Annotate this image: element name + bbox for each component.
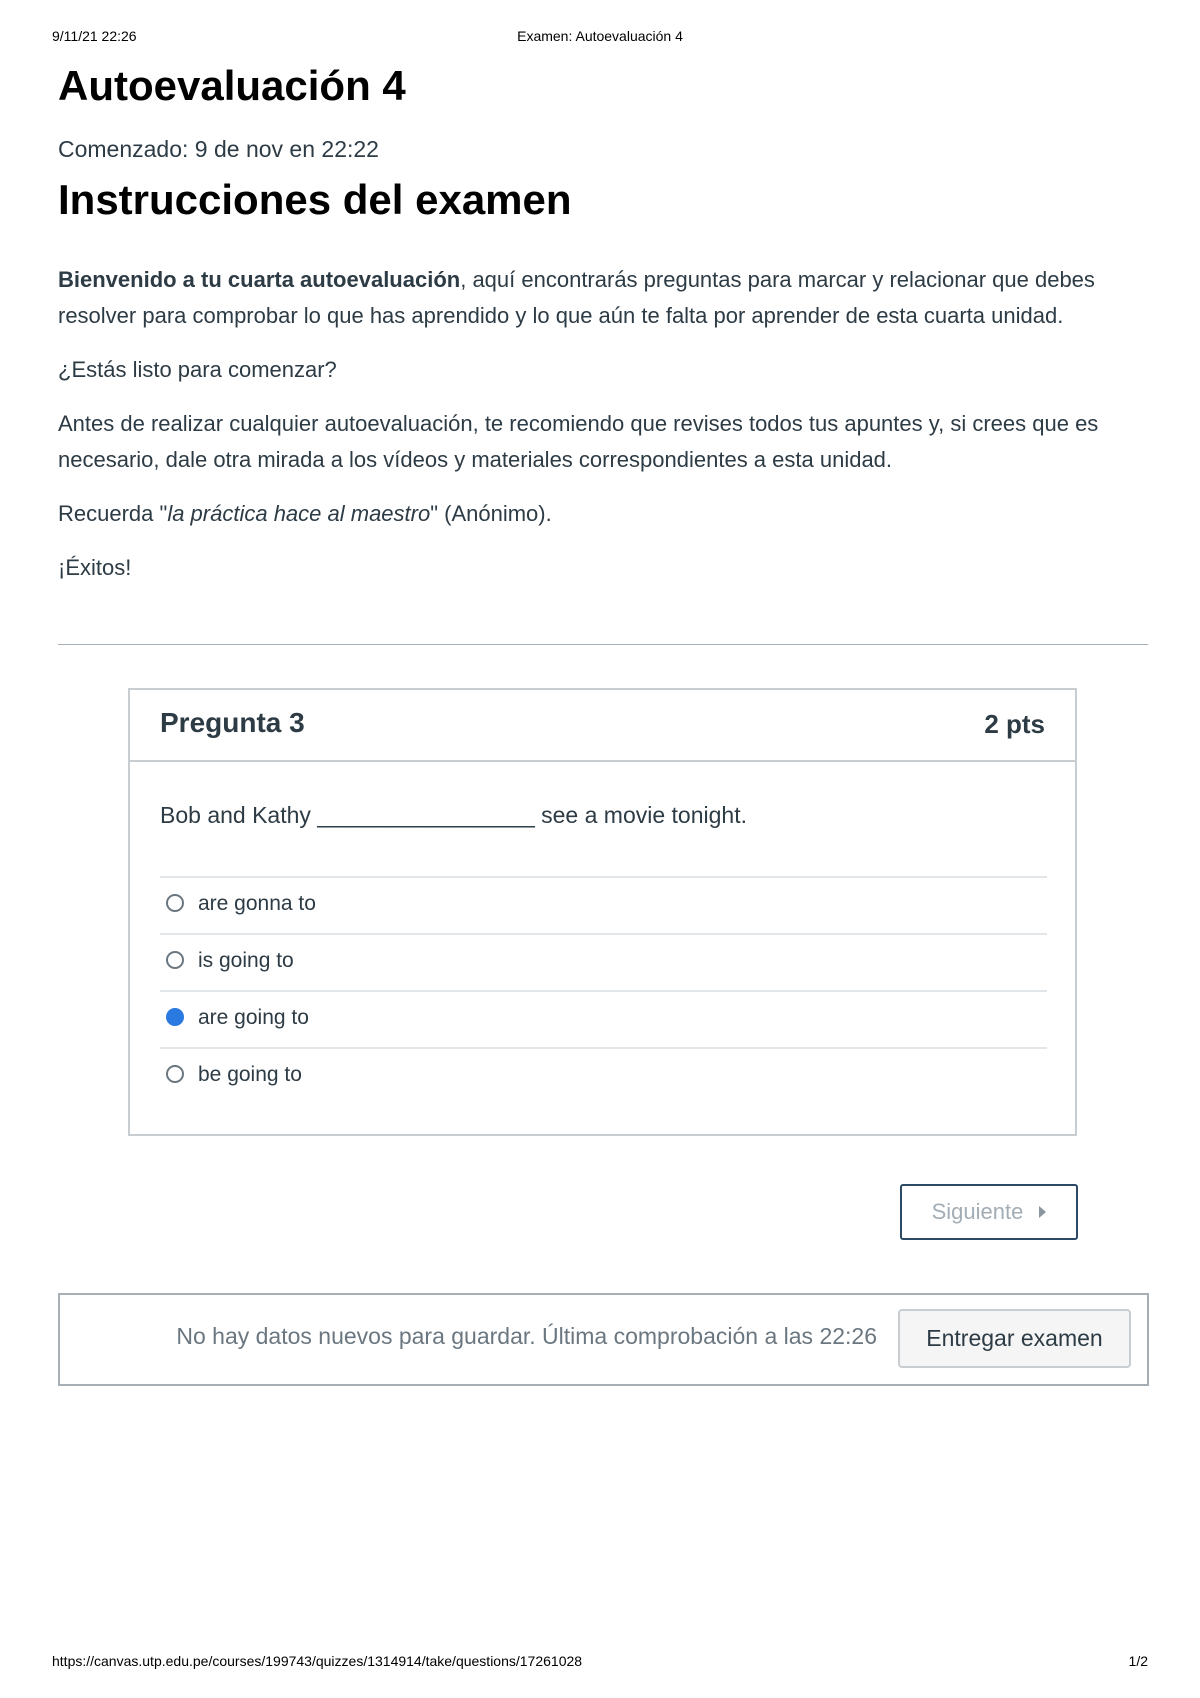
answer-option[interactable]: [160, 992, 1047, 1049]
caret-right-icon: [1039, 1206, 1046, 1218]
instructions-paragraph: Antes de realizar cualquier autoevaluación, te recomiendo que revises todos tus apuntes y, si crees que es necesario, dale otra mirada a los vídeos y materiales correspondientes a esta unidad.: [58, 411, 1099, 472]
answer-label: are going to: [198, 1006, 309, 1029]
print-date: 9/11/21 22:26: [52, 28, 137, 44]
submit-bar: [58, 1293, 1149, 1386]
answer-list: [160, 876, 1047, 1104]
answer-option[interactable]: [160, 935, 1047, 992]
instructions-body: [58, 262, 1148, 604]
print-page-number: 1/2: [1128, 1653, 1148, 1669]
started-time: Comenzado: 9 de nov en 22:22: [58, 136, 379, 162]
instructions-title: Instrucciones del examen: [58, 176, 572, 223]
save-status: No hay datos nuevos para guardar. Última comprobación a las 22:26: [176, 1323, 877, 1349]
instructions-paragraph: ¡Éxitos!: [58, 555, 132, 580]
next-button-label: Siguiente: [931, 1199, 1024, 1224]
instructions-paragraph: Recuerda "la práctica hace al maestro" (Anónimo).: [58, 501, 552, 526]
page-title: Autoevaluación 4: [58, 62, 406, 109]
radio-button[interactable]: [166, 1008, 184, 1026]
print-document-title: Examen: Autoevaluación 4: [517, 28, 683, 44]
question-header: [130, 690, 1075, 762]
radio-button[interactable]: [166, 951, 184, 969]
answer-label: is going to: [198, 949, 294, 972]
print-url: https://canvas.utp.edu.pe/courses/199743/quizzes/1314914/take/questions/17261028: [52, 1653, 583, 1669]
answer-option[interactable]: [160, 1049, 1047, 1104]
answer-option[interactable]: [160, 878, 1047, 935]
radio-button[interactable]: [166, 894, 184, 912]
print-footer: [52, 1653, 1148, 1673]
question-name: Pregunta 3: [160, 707, 305, 738]
welcome-text: Bienvenido a tu cuarta autoevaluación: [58, 267, 461, 292]
radio-button[interactable]: [166, 1065, 184, 1083]
submit-exam-button[interactable]: Entregar examen: [898, 1309, 1131, 1368]
print-header: [52, 28, 1148, 48]
answer-label: are gonna to: [198, 892, 316, 915]
question-text: Bob and Kathy _________________ see a movie tonight.: [160, 802, 747, 828]
divider: [58, 644, 1148, 645]
quote-text: la práctica hace al maestro: [167, 501, 431, 526]
answer-label: be going to: [198, 1063, 302, 1086]
instructions-paragraph: Bienvenido a tu cuarta autoevaluación, aquí encontrarás preguntas para marcar y relacionar que debes resolver para comprobar lo que has aprendido y lo que aún te falta por aprender de esta cuarta unidad.: [58, 267, 1095, 328]
instructions-paragraph: ¿Estás listo para comenzar?: [58, 357, 337, 382]
next-button[interactable]: [900, 1184, 1078, 1240]
question-points: 2 pts: [984, 709, 1045, 739]
question-card: [128, 688, 1077, 1136]
